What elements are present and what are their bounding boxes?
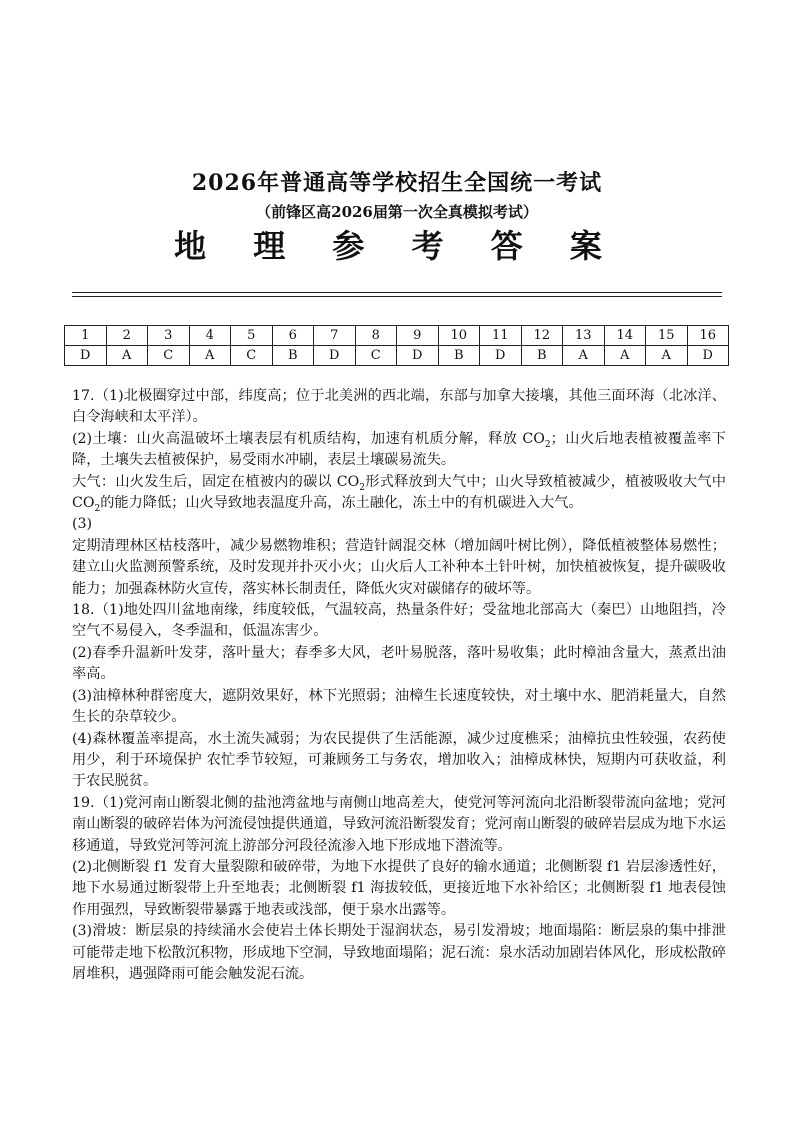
- answer-cell: A: [604, 346, 646, 366]
- divider-line-bottom: [72, 296, 722, 297]
- question-number: 3: [148, 326, 190, 346]
- question-number: 1: [65, 326, 107, 346]
- q18-part2: (2)春季升温新叶发芽，落叶量大；春季多大风，老叶易脱落，落叶易收集；此时樟油含量大，蒸煮出油率高。: [72, 644, 726, 683]
- question-number: 2: [106, 326, 148, 346]
- q18-part4: (4)森林覆盖率提高，水土流失减弱；为农民提供了生活能源，减少过度樵采；油樟抗虫性较强，农药使用少，利于环境保护 农忙季节较短，可兼顾务工与务农，增加收入；油樟成林快，短期内可获收益，利于农民脱贫。: [72, 730, 726, 790]
- q17-part3: 定期清理林区枯枝落叶，减少易燃物堆积；营造针阔混交林（增加阔叶树比例），降低植被整体易燃性；建立山火监测预警系统，及时发现并扑灭小火；山火后人工补种本土针叶树，加快植被恢复，提升碳吸收能力；加强森林防火宣传，落实林长制责任，降低火灾对碳储存的破坏等。: [72, 537, 726, 597]
- question-number-row: [65, 326, 729, 346]
- answer-cell: C: [148, 346, 190, 366]
- document-heading: 地 理 参 考 答 案: [174, 227, 620, 265]
- q17-atm-text-c: 的能力降低；山火导致地表温度升高，冻土融化，冻土中的有机碳进入大气。: [100, 495, 583, 512]
- question-number: 13: [563, 326, 605, 346]
- answer-cell: B: [521, 346, 563, 366]
- answer-cell: D: [65, 346, 107, 366]
- question-number: 12: [521, 326, 563, 346]
- q17-part2-soil: [72, 429, 726, 472]
- answer-cell: A: [646, 346, 688, 366]
- q18-part1: 18.（1)地处四川盆地南缘，纬度较低，气温较高，热量条件好；受盆地北部高大（秦巴）山地阻挡，冷空气不易侵入，冬季温和，低温冻害少。: [72, 602, 726, 640]
- exam-subtitle: （前锋区高2026届第一次全真模拟考试）: [256, 203, 538, 221]
- answer-cell: A: [106, 346, 148, 366]
- answer-cell: D: [314, 346, 356, 366]
- question-number: 4: [189, 326, 231, 346]
- answer-cell: C: [355, 346, 397, 366]
- question-number: 8: [355, 326, 397, 346]
- question-number: 7: [314, 326, 356, 346]
- answer-row: [65, 346, 729, 366]
- answer-cell: C: [231, 346, 273, 366]
- answer-cell: A: [563, 346, 605, 366]
- q17-atm-text-b: 形式释放到大气中；山火导致植被减少，植被吸收大气中 CO: [72, 473, 726, 512]
- question-number: 5: [231, 326, 273, 346]
- q19-part2: (2)北侧断裂 f1 发育大量裂隙和破碎带，为地下水提供了良好的输水通道；北侧断裂 f1 岩层渗透性好，地下水易通过断裂带上升至地表；北侧断裂 f1 海拔较低，更接近地下水补给区；北侧断裂 f1 地表侵蚀作用强烈，导致断裂带暴露于地表或浅部，便于泉水出露等。: [72, 858, 726, 918]
- answer-body: [72, 386, 726, 985]
- question-number: 14: [604, 326, 646, 346]
- question-number: 10: [438, 326, 480, 346]
- co2-subscript: 2: [544, 439, 551, 450]
- q17-part2-text-b: ；山火后地表植被覆盖率下降，土壤失去植被保护，易受雨水冲刷，表层土壤碳易流失。: [72, 430, 726, 469]
- q17-part3-label: (3): [72, 516, 93, 533]
- q17-part2-text-a: (2)土壤：山火高温破坏土壤表层有机质结构，加速有机质分解，释放 CO: [72, 430, 545, 447]
- answer-cell: D: [687, 346, 729, 366]
- q19-part3: (3)滑坡：断层泉的持续涌水会使岩土体长期处于湿润状态，易引发滑坡；地面塌陷：断层泉的集中排泄可能带走地下松散沉积物，形成地下空洞，导致地面塌陷；泥石流：泉水活动加剧岩体风化，形成松散碎屑堆积，遇强降雨可能会触发泥石流。: [72, 923, 726, 982]
- q18-part3: (3)油樟林种群密度大，遮阴效果好，林下光照弱；油樟生长速度较快，对土壤中水、肥消耗量大，自然生长的杂草较少。: [72, 687, 726, 726]
- answer-cell: B: [272, 346, 314, 366]
- q17-atm-text-a: 大气：山火发生后，固定在植被内的碳以 CO: [72, 473, 360, 490]
- q19-part1: 19.（1)党河南山断裂北侧的盐池湾盆地与南侧山地高差大，使党河等河流向北沿断裂带流向盆地；党河南山断裂的破碎岩体为河流侵蚀提供通道，导致河流沿断裂发育；党河南山断裂的破碎岩层成为地下水运移通道，导致党河等河流上游部分河段径流渗入地下形成地下潜流等。: [72, 794, 726, 854]
- question-number: 11: [480, 326, 522, 346]
- co2-subscript: 2: [94, 503, 101, 514]
- question-number: 15: [646, 326, 688, 346]
- answer-table: [64, 325, 729, 366]
- divider-line-top: [72, 292, 722, 293]
- answer-cell: B: [438, 346, 480, 366]
- q17-part2-atmosphere: [72, 472, 726, 515]
- exam-title: 2026年普通高等学校招生全国统一考试: [191, 170, 603, 196]
- question-number: 9: [397, 326, 439, 346]
- co2-subscript: 2: [359, 482, 365, 493]
- answer-cell: D: [480, 346, 522, 366]
- question-number: 6: [272, 326, 314, 346]
- q17-part1: 17.（1)北极圈穿过中部，纬度高；位于北美洲的西北端，东部与加拿大接壤，其他三面环海（北冰洋、白令海峡和太平洋）。: [72, 388, 726, 426]
- question-number: 16: [687, 326, 729, 346]
- answer-cell: D: [397, 346, 439, 366]
- answer-cell: A: [189, 346, 231, 366]
